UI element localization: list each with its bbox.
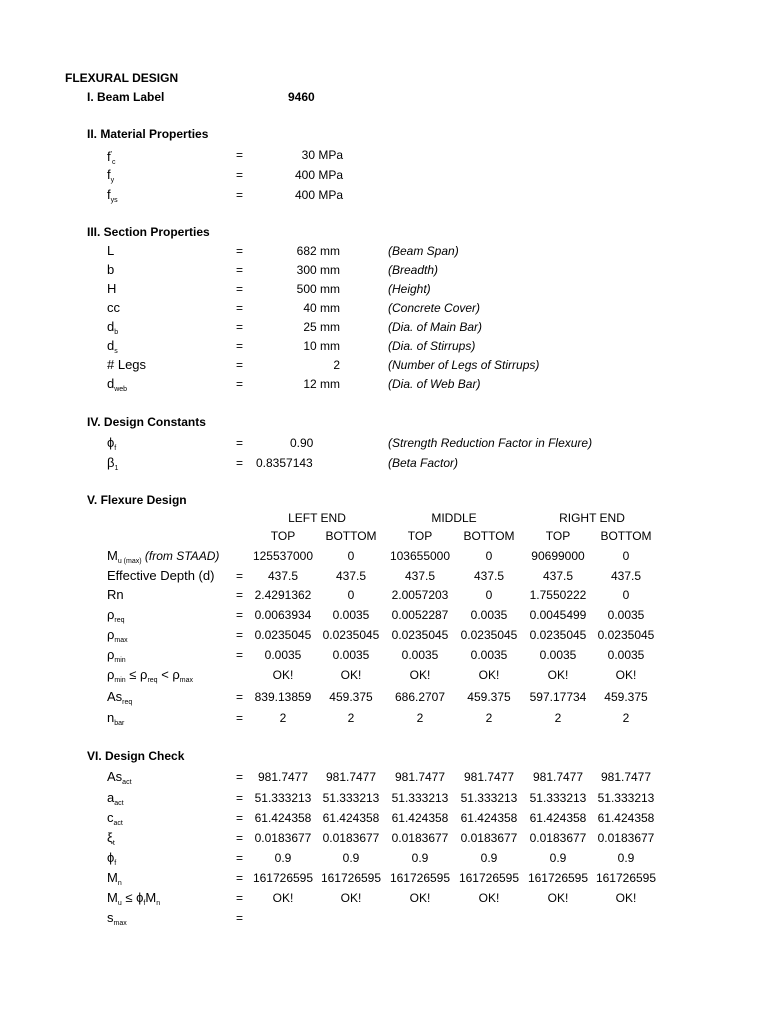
flexure-cell-cell: 0.0235045 <box>322 628 380 642</box>
symbol-label <box>107 890 160 912</box>
check-cell-cell: 0.0183677 <box>529 831 587 845</box>
symbol-label <box>107 357 146 373</box>
symbol-subscript: min <box>114 677 126 684</box>
equals-sign: = <box>236 831 244 845</box>
symbol-main: d <box>107 338 115 353</box>
section-property-description: (Concrete Cover) <box>388 301 481 315</box>
equals-sign: = <box>236 648 244 662</box>
section-property-description: (Beam Span) <box>388 244 459 258</box>
flexure-cell-cell: 0.0035 <box>607 608 645 622</box>
section-property-description: (Number of Legs of Stirrups) <box>388 358 540 372</box>
symbol-label <box>107 830 115 852</box>
equals-sign: = <box>236 456 244 470</box>
column-group-header: RIGHT END <box>559 511 625 525</box>
check-cell-cell: OK! <box>272 891 294 905</box>
flexure-cell-cell: 0.0035 <box>470 648 508 662</box>
column-subheader: TOP <box>407 529 433 543</box>
symbol-label <box>107 667 193 689</box>
check-cell-cell: 0.9 <box>480 851 498 865</box>
equals-sign: = <box>236 770 244 784</box>
column-subheader: BOTTOM <box>325 529 377 543</box>
check-cell-cell: 0.0183677 <box>460 831 518 845</box>
symbol-main: ξ <box>107 830 113 845</box>
flexure-cell-cell: OK! <box>615 668 637 682</box>
check-cell-cell: 981.7477 <box>532 770 584 784</box>
flexure-cell-cell: 839.13859 <box>254 690 312 704</box>
equals-sign: = <box>236 851 244 865</box>
flexure-cell-cell: 0.0045499 <box>529 608 587 622</box>
symbol-subscript: min <box>114 657 126 664</box>
symbol-label <box>107 281 116 297</box>
flexure-cell-cell: 459.375 <box>604 690 648 704</box>
equals-sign: = <box>236 244 244 258</box>
design-constant-value: 0.90 <box>290 436 314 450</box>
flexure-cell-cell: 0.0035 <box>264 648 302 662</box>
material-properties-heading: II. Material Properties <box>87 127 209 141</box>
flexure-cell-cell: 0.0052287 <box>391 608 449 622</box>
equals-sign: = <box>236 711 244 725</box>
symbol-main: ρ <box>107 647 115 662</box>
equals-sign: = <box>236 263 244 277</box>
check-cell-cell: 0.9 <box>549 851 567 865</box>
check-cell-cell: 0.9 <box>342 851 360 865</box>
symbol-main: f <box>107 167 111 182</box>
equals-sign: = <box>236 690 244 704</box>
symbol-subscript: req <box>122 699 133 706</box>
check-cell-cell: OK! <box>340 891 362 905</box>
symbol-label <box>107 627 128 649</box>
flexure-cell-cell: 103655000 <box>389 549 451 563</box>
symbol-main: ρ <box>107 607 115 622</box>
symbol-subscript: max <box>179 677 194 684</box>
design-constant-description: (Strength Reduction Factor in Flexure) <box>388 436 593 450</box>
flexure-cell-cell: 0.0235045 <box>529 628 587 642</box>
equals-sign: = <box>236 628 244 642</box>
symbol-subscript: b <box>114 329 119 336</box>
symbol-main: f <box>107 149 111 164</box>
check-cell-cell: 161726595 <box>527 871 589 885</box>
section-property-value: 500 mm <box>296 282 340 296</box>
flexure-cell-cell: 0 <box>485 588 493 602</box>
flexure-cell-cell: 90699000 <box>531 549 585 563</box>
symbol-label <box>107 568 214 584</box>
flexure-cell-cell: 2 <box>485 711 493 725</box>
symbol-label <box>107 607 125 629</box>
flexure-cell-cell: 597.17734 <box>529 690 587 704</box>
symbol-main: a <box>107 790 115 805</box>
beam-label-value: 9460 <box>288 90 315 104</box>
flexure-cell-cell: 437.5 <box>335 569 367 583</box>
flexure-cell-cell: 0.0035 <box>607 648 645 662</box>
section-property-value: 682 mm <box>296 244 340 258</box>
symbol-main: β <box>107 455 115 470</box>
symbol-subscript: max <box>113 920 127 927</box>
flexure-cell-cell: 2 <box>347 711 355 725</box>
beam-label-heading: I. Beam Label <box>87 90 165 104</box>
flexure-cell-cell: 459.375 <box>467 690 511 704</box>
flexure-cell-cell: OK! <box>547 668 569 682</box>
symbol-subscript: n <box>156 900 161 907</box>
symbol-subscript: u (max) <box>117 558 142 565</box>
symbol-main: L <box>107 243 115 258</box>
symbol-label <box>107 548 219 570</box>
equals-sign: = <box>236 339 244 353</box>
flexure-cell-cell: 1.7550222 <box>529 588 587 602</box>
column-subheader: TOP <box>270 529 296 543</box>
check-cell-cell: 51.333213 <box>254 791 312 805</box>
column-subheader: TOP <box>545 529 571 543</box>
symbol-main: ρ <box>107 627 115 642</box>
symbol-label <box>107 435 116 457</box>
check-cell-cell: 61.424358 <box>529 811 587 825</box>
symbol-subscript: t <box>112 840 115 847</box>
equals-sign: = <box>236 811 244 825</box>
flexure-cell-cell: 0 <box>485 549 493 563</box>
check-cell-cell: 61.424358 <box>254 811 312 825</box>
check-cell-cell: 0.0183677 <box>391 831 449 845</box>
symbol-subscript: ys <box>110 197 118 204</box>
symbol-main: Effective Depth (d) <box>107 568 215 583</box>
check-cell-cell: 51.333213 <box>597 791 655 805</box>
material-property-value: 400 MPa <box>294 188 343 202</box>
symbol-label <box>107 455 118 477</box>
symbol-label <box>107 870 122 892</box>
check-cell-cell: 161726595 <box>458 871 520 885</box>
flexure-cell-cell: 437.5 <box>610 569 642 583</box>
symbol-main: M <box>107 890 118 905</box>
symbol-label <box>107 376 127 398</box>
check-cell-cell: 51.333213 <box>322 791 380 805</box>
symbol-main: ϕ <box>107 435 115 450</box>
section-property-description: (Height) <box>388 282 431 296</box>
design-constant-description: (Beta Factor) <box>388 456 459 470</box>
flexure-cell-cell: OK! <box>272 668 294 682</box>
symbol-label <box>107 710 124 732</box>
flexure-cell-cell: 437.5 <box>404 569 436 583</box>
equals-sign: = <box>236 301 244 315</box>
flexure-cell-cell: 437.5 <box>473 569 505 583</box>
symbol-label <box>107 587 124 603</box>
symbol-operator: M <box>145 890 157 905</box>
symbol-note: (from STAAD) <box>141 549 220 563</box>
check-cell-cell: 161726595 <box>252 871 314 885</box>
flexure-cell-cell: 125537000 <box>252 549 314 563</box>
symbol-label <box>107 769 132 791</box>
check-cell-cell: 981.7477 <box>600 770 652 784</box>
section-property-value: 12 mm <box>303 377 340 391</box>
equals-sign: = <box>236 436 244 450</box>
symbol-main: b <box>107 262 115 277</box>
section-property-value: 2 <box>333 358 340 372</box>
symbol-main: H <box>107 281 117 296</box>
symbol-subscript: c <box>111 159 116 166</box>
flexure-cell-cell: 2 <box>416 711 424 725</box>
section-property-value: 300 mm <box>296 263 340 277</box>
check-cell-cell: 0.9 <box>411 851 429 865</box>
symbol-main: d <box>107 319 115 334</box>
symbol-main: Rn <box>107 587 124 602</box>
flexure-design-heading: V. Flexure Design <box>87 493 187 507</box>
symbol-label <box>107 243 114 259</box>
flexure-cell-cell: 437.5 <box>542 569 574 583</box>
check-cell-cell: 161726595 <box>320 871 382 885</box>
section-property-value: 25 mm <box>303 320 340 334</box>
material-property-value: 30 MPa <box>301 148 343 162</box>
check-cell-cell: OK! <box>615 891 637 905</box>
equals-sign: = <box>236 358 244 372</box>
equals-sign: = <box>236 569 244 583</box>
symbol-subscript: web <box>114 386 128 393</box>
symbol-main: cc <box>107 300 120 315</box>
equals-sign: = <box>236 891 244 905</box>
flexure-cell-cell: 0.0235045 <box>254 628 312 642</box>
symbol-operator: < ρ <box>157 667 180 682</box>
check-cell-cell: 61.424358 <box>597 811 655 825</box>
equals-sign: = <box>236 282 244 296</box>
equals-sign: = <box>236 791 244 805</box>
check-cell-cell: 61.424358 <box>391 811 449 825</box>
flexure-cell-cell: 0.0035 <box>539 648 577 662</box>
column-group-header: LEFT END <box>288 511 346 525</box>
check-cell-cell: 51.333213 <box>460 791 518 805</box>
check-cell-cell: OK! <box>547 891 569 905</box>
design-constant-value: 0.8357143 <box>256 456 313 470</box>
flexure-cell-cell: 0.0235045 <box>391 628 449 642</box>
equals-sign: = <box>236 148 244 162</box>
design-constants-heading: IV. Design Constants <box>87 415 206 429</box>
check-cell-cell: 981.7477 <box>463 770 515 784</box>
flexure-cell-cell: 0 <box>622 588 630 602</box>
check-cell-cell: 51.333213 <box>391 791 449 805</box>
section-property-description: (Breadth) <box>388 263 439 277</box>
column-subheader: BOTTOM <box>463 529 515 543</box>
check-cell-cell: 981.7477 <box>394 770 446 784</box>
symbol-label <box>107 300 120 316</box>
symbol-main: n <box>107 710 115 725</box>
symbol-main: As <box>107 769 123 784</box>
equals-sign: = <box>236 608 244 622</box>
symbol-subscript: act <box>122 779 132 786</box>
flexure-cell-cell: 0 <box>622 549 630 563</box>
check-cell-cell: 61.424358 <box>322 811 380 825</box>
check-cell-cell: OK! <box>409 891 431 905</box>
symbol-subscript: 1 <box>114 465 119 472</box>
symbol-main: c <box>107 810 114 825</box>
flexure-cell-cell: 437.5 <box>267 569 299 583</box>
symbol-label <box>107 647 126 669</box>
symbol-label <box>107 910 127 932</box>
symbol-label <box>107 167 114 189</box>
symbol-main: # Legs <box>107 357 147 372</box>
symbol-subscript: max <box>114 637 128 644</box>
equals-sign: = <box>236 911 244 925</box>
flexure-cell-cell: 459.375 <box>329 690 373 704</box>
symbol-main: M <box>107 870 118 885</box>
flexure-cell-cell: 0.0035 <box>401 648 439 662</box>
check-cell-cell: 981.7477 <box>257 770 309 784</box>
material-property-value: 400 MPa <box>294 168 343 182</box>
flexure-cell-cell: OK! <box>409 668 431 682</box>
symbol-label <box>107 262 114 278</box>
symbol-label <box>107 850 116 872</box>
flexure-cell-cell: 0.0035 <box>332 608 370 622</box>
symbol-label <box>107 187 118 209</box>
symbol-operator: ≤ ϕ <box>121 890 144 905</box>
section-property-description: (Dia. of Main Bar) <box>388 320 483 334</box>
symbol-main: ϕ <box>107 850 115 865</box>
symbol-subscript: n <box>117 880 122 887</box>
equals-sign: = <box>236 588 244 602</box>
symbol-subscript: f <box>114 860 117 867</box>
flexure-cell-cell: 0 <box>347 588 355 602</box>
symbol-superscript: ' <box>110 151 112 158</box>
flexure-cell-cell: 686.2707 <box>394 690 446 704</box>
equals-sign: = <box>236 168 244 182</box>
column-group-header: MIDDLE <box>431 511 477 525</box>
check-cell-cell: 161726595 <box>595 871 657 885</box>
flexure-cell-cell: 0.0035 <box>332 648 370 662</box>
section-properties-heading: III. Section Properties <box>87 225 210 239</box>
section-property-description: (Dia. of Web Bar) <box>388 377 481 391</box>
symbol-subscript: s <box>114 348 118 355</box>
flexure-cell-cell: 0.0063934 <box>254 608 312 622</box>
symbol-label <box>107 689 132 711</box>
symbol-subscript: act <box>113 820 123 827</box>
symbol-subscript: f <box>143 900 146 907</box>
symbol-subscript: u <box>117 900 122 907</box>
flexure-cell-cell: OK! <box>478 668 500 682</box>
symbol-main: M <box>107 548 118 563</box>
symbol-main: s <box>107 910 114 925</box>
symbol-subscript: bar <box>114 720 125 727</box>
check-cell-cell: 0.0183677 <box>254 831 312 845</box>
symbol-label <box>107 810 123 832</box>
check-cell-cell: 0.0183677 <box>597 831 655 845</box>
check-cell-cell: OK! <box>478 891 500 905</box>
flexure-cell-cell: 2 <box>279 711 287 725</box>
symbol-main: f <box>107 187 111 202</box>
check-cell-cell: 61.424358 <box>460 811 518 825</box>
check-cell-cell: 161726595 <box>389 871 451 885</box>
flexure-cell-cell: OK! <box>340 668 362 682</box>
symbol-subscript: y <box>110 177 115 184</box>
equals-sign: = <box>236 871 244 885</box>
flexure-cell-cell: 2 <box>554 711 562 725</box>
flexure-cell-cell: 0.0235045 <box>460 628 518 642</box>
check-cell-cell: 0.9 <box>617 851 635 865</box>
symbol-main: ρ <box>107 667 115 682</box>
symbol-operator: ≤ ρ <box>125 667 148 682</box>
equals-sign: = <box>236 377 244 391</box>
check-cell-cell: 51.333213 <box>529 791 587 805</box>
equals-sign: = <box>236 188 244 202</box>
equals-sign: = <box>236 320 244 334</box>
flexure-cell-cell: 0.0235045 <box>597 628 655 642</box>
column-subheader: BOTTOM <box>600 529 652 543</box>
section-property-value: 10 mm <box>303 339 340 353</box>
section-property-description: (Dia. of Stirrups) <box>388 339 476 353</box>
check-cell-cell: 0.0183677 <box>322 831 380 845</box>
symbol-label <box>107 790 124 812</box>
symbol-main: As <box>107 689 123 704</box>
section-property-value: 40 mm <box>303 301 340 315</box>
symbol-subscript: act <box>114 800 124 807</box>
flexure-cell-cell: 2.0057203 <box>391 588 449 602</box>
flexure-cell-cell: 0 <box>347 549 355 563</box>
check-cell-cell: 0.9 <box>274 851 292 865</box>
sheet-title: FLEXURAL DESIGN <box>65 71 179 85</box>
symbol-subscript: req <box>114 617 125 624</box>
design-check-heading: VI. Design Check <box>87 749 185 763</box>
check-cell-cell: 981.7477 <box>325 770 377 784</box>
flexure-cell-cell: 2.4291362 <box>254 588 312 602</box>
flexure-cell-cell: 2 <box>622 711 630 725</box>
symbol-subscript: f <box>114 445 117 452</box>
symbol-subscript: req <box>147 677 158 684</box>
symbol-main: d <box>107 376 115 391</box>
flexure-cell-cell: 0.0035 <box>470 608 508 622</box>
